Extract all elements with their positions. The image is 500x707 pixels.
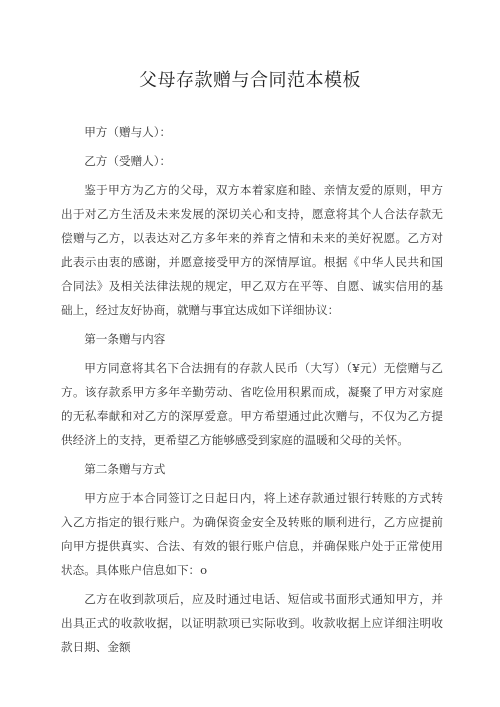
party-b-line: 乙方（受赠人）：: [84, 154, 172, 168]
document-title: 父母存款赠与合同范本模板: [139, 70, 361, 91]
section-2-paragraph: 甲方应于本合同签订之日起日内，将上述存款通过银行转账的方式转入乙方指定的银行账户。为确保资金安全及转账的顺利进行，乙方应提前向甲方提供真实、合法、有效的银行账户信息，并确保账户处于正常使用状态。具体账户信息如下：o: [61, 491, 443, 577]
section-2-heading: 第二条赠与方式: [84, 462, 166, 476]
document-body: [61, 120, 443, 664]
intro-paragraph: 鉴于甲方为乙方的父母，双方本着家庭和睦、亲情友爱的原则，甲方出于对乙方生活及未来发展的深切关心和支持，愿意将其个人合法存款无偿赠与乙方，以表达对乙方多年来的养育之情和未来的美好祝愿。乙方对此表示由衷的感谢，并愿意接受甲方的深情厚谊。根据《中华人民共和国合同法》及相关法律法规的规定，甲乙双方在平等、自愿、诚实信用的基础上，经过友好协商，就赠与事宜达成如下详细协议：: [61, 183, 443, 317]
section-2-paragraph-continued: 乙方在收到款项后，应及时通过电话、短信或书面形式通知甲方，并出具正式的收款收据，以证明款项已实际收到。收款收据上应详细注明收款日期、金额: [61, 592, 443, 654]
section-1-paragraph: 甲方同意将其名下合法拥有的存款人民币（大写）（¥元）无偿赠与乙方。该存款系甲方多年辛勤劳动、省吃俭用积累而成，凝聚了甲方对家庭的无私奉献和对乙方的深厚爱意。甲方希望通过此次赠与，不仅为乙方提供经济上的支持，更希望乙方能够感受到家庭的温暖和父母的关怀。: [61, 361, 443, 447]
section-1-heading: 第一条赠与内容: [84, 332, 166, 346]
party-a-line: 甲方（赠与人）：: [84, 125, 172, 139]
